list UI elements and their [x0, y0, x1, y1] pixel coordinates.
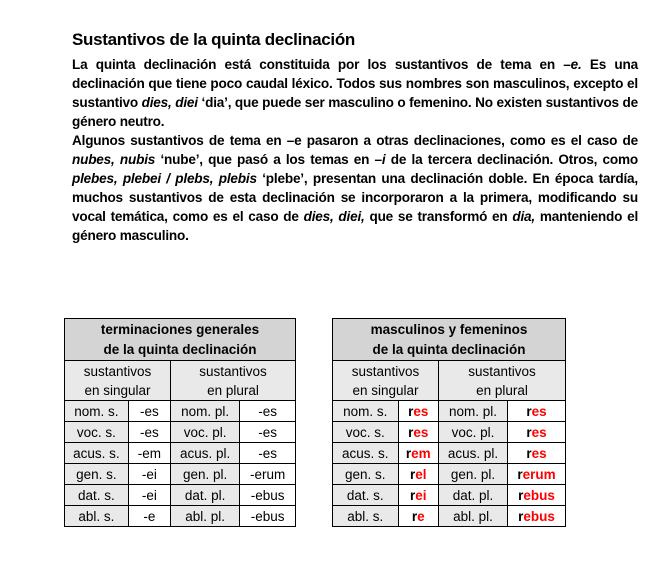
- word-stem: r: [526, 424, 532, 440]
- case-label-plural: gen. pl.: [171, 464, 240, 485]
- word-stem: r: [411, 508, 418, 524]
- ending-singular: -em: [128, 443, 170, 464]
- header-line: en plural: [476, 382, 528, 398]
- case-label-singular: voc. s.: [65, 422, 129, 443]
- ending-singular: -es: [128, 422, 170, 443]
- table-title-line: de la quinta declinación: [103, 341, 257, 357]
- header-plural: [438, 361, 565, 401]
- word-ending: es: [413, 403, 429, 419]
- latin-term: dies, diei: [141, 95, 198, 110]
- latin-term: i: [381, 152, 386, 167]
- ending-plural: -es: [240, 443, 296, 464]
- table-general-endings: [64, 318, 296, 527]
- case-label-plural: nom. pl.: [171, 401, 240, 422]
- ending-singular: -e: [128, 506, 170, 527]
- ending-singular: -ei: [128, 464, 170, 485]
- word-ending: ebus: [523, 487, 555, 503]
- header-line: sustantivos: [83, 363, 152, 379]
- table-title: [333, 319, 566, 361]
- text-run: La quinta declinación está constituida por los sustantivos de tema en –: [72, 57, 571, 72]
- ending-singular: -es: [128, 401, 170, 422]
- table-row: [65, 485, 296, 506]
- latin-term: nubes, nubis: [72, 152, 156, 167]
- case-label-plural: voc. pl.: [438, 422, 507, 443]
- table-row: [65, 422, 296, 443]
- table-title-line: terminaciones generales: [100, 321, 260, 337]
- text-run: Algunos sustantivos de tema en –e pasaron a otras declinaciones, como es el caso de: [72, 133, 638, 148]
- header-singular: [65, 361, 171, 401]
- form-singular: [398, 506, 438, 527]
- latin-term: plebes, plebei / plebs, plebis: [72, 171, 257, 186]
- ending-plural: -ebus: [240, 506, 296, 527]
- case-label-plural: nom. pl.: [438, 401, 507, 422]
- word-ending: es: [531, 403, 547, 419]
- word-ending: erum: [522, 466, 556, 482]
- latin-term: e.: [570, 57, 582, 72]
- table-title-line: masculinos y femeninos: [370, 321, 528, 337]
- table-title: [65, 319, 296, 361]
- case-label-singular: acus. s.: [65, 443, 129, 464]
- form-plural: [508, 422, 566, 443]
- form-plural: [508, 464, 566, 485]
- case-label-singular: dat. s.: [65, 485, 129, 506]
- form-singular: [398, 422, 438, 443]
- form-singular: [398, 464, 438, 485]
- word-stem: r: [526, 445, 532, 461]
- word-ending: e: [417, 508, 425, 524]
- table-row: [65, 401, 296, 422]
- case-label-singular: abl. s.: [333, 506, 399, 527]
- form-plural: [508, 443, 566, 464]
- case-label-plural: dat. pl.: [171, 485, 240, 506]
- word-stem: r: [408, 424, 414, 440]
- ending-plural: -ebus: [240, 485, 296, 506]
- case-label-singular: gen. s.: [65, 464, 129, 485]
- header-plural: [171, 361, 296, 401]
- case-label-singular: abl. s.: [65, 506, 129, 527]
- case-label-singular: dat. s.: [333, 485, 399, 506]
- paragraph: [72, 131, 638, 245]
- case-label-singular: acus. s.: [333, 443, 399, 464]
- case-label-plural: abl. pl.: [438, 506, 507, 527]
- word-stem: r: [518, 487, 524, 503]
- text-run: de la tercera declinación. Otros, como: [385, 152, 639, 167]
- latin-term: dies, diei,: [303, 209, 365, 224]
- table-row: [333, 422, 566, 443]
- case-label-singular: nom. s.: [333, 401, 399, 422]
- ending-singular: -ei: [128, 485, 170, 506]
- body-text: [72, 55, 638, 245]
- header-line: sustantivos: [199, 363, 267, 379]
- word-ending: el: [415, 466, 427, 482]
- table-row: [333, 443, 566, 464]
- word-stem: r: [526, 403, 532, 419]
- table-row: [333, 506, 566, 527]
- header-line: en singular: [84, 382, 151, 398]
- word-ending: ei: [415, 487, 427, 503]
- word-stem: r: [410, 487, 416, 503]
- word-stem: r: [517, 466, 523, 482]
- form-singular: [398, 443, 438, 464]
- word-stem: r: [408, 403, 414, 419]
- word-stem: r: [410, 466, 416, 482]
- ending-plural: -es: [240, 401, 296, 422]
- form-plural: [508, 485, 566, 506]
- paragraph: [72, 55, 638, 131]
- text-run: manteniendo el género masculino.: [72, 209, 639, 243]
- text-run: Es una declinación que tiene poco caudal léxico. Todos sus nombres son masculinos, excepto el sustantivo: [72, 57, 638, 110]
- form-singular: [398, 485, 438, 506]
- case-label-plural: voc. pl.: [171, 422, 240, 443]
- text-run: ‘nube’, que pasó a los temas en –: [155, 152, 382, 167]
- header-line: en plural: [207, 382, 259, 398]
- case-label-plural: abl. pl.: [171, 506, 240, 527]
- header-singular: [333, 361, 439, 401]
- header-line: en singular: [352, 382, 419, 398]
- case-label-singular: gen. s.: [333, 464, 399, 485]
- word-ending: em: [411, 445, 431, 461]
- case-label-plural: acus. pl.: [171, 443, 240, 464]
- word-stem: r: [405, 445, 412, 461]
- table-example-res: [332, 318, 566, 527]
- word-ending: es: [531, 445, 547, 461]
- ending-plural: -erum: [240, 464, 296, 485]
- table-row: [333, 464, 566, 485]
- word-ending: es: [531, 424, 547, 440]
- table-title-line: de la quinta declinación: [372, 341, 526, 357]
- latin-term: dia,: [512, 209, 535, 224]
- case-label-singular: voc. s.: [333, 422, 399, 443]
- case-label-plural: dat. pl.: [438, 485, 507, 506]
- form-plural: [508, 506, 566, 527]
- text-run: ‘plebe’, presentan una declinación doble. En época tardía, muchos sustantivos de esta declinación se incorporaron a la primera, modificando su vocal temática, como es el caso de: [72, 171, 638, 224]
- case-label-plural: gen. pl.: [438, 464, 507, 485]
- table-row: [65, 464, 296, 485]
- header-line: sustantivos: [351, 363, 420, 379]
- table-row: [333, 485, 566, 506]
- form-plural: [508, 401, 566, 422]
- table-row: [333, 401, 566, 422]
- form-singular: [398, 401, 438, 422]
- word-stem: r: [518, 508, 524, 524]
- section-title: Sustantivos de la quinta declinación: [72, 30, 355, 49]
- case-label-singular: nom. s.: [65, 401, 129, 422]
- text-run: ‘dia’, que puede ser masculino o femenino. No existen sustantivos de género neutro.: [72, 95, 639, 129]
- table-row: [65, 443, 296, 464]
- table-row: [65, 506, 296, 527]
- header-line: sustantivos: [468, 363, 536, 379]
- case-label-plural: acus. pl.: [438, 443, 507, 464]
- text-run: que se transformó en: [364, 209, 513, 224]
- ending-plural: -es: [240, 422, 296, 443]
- word-ending: ebus: [523, 508, 555, 524]
- word-ending: es: [413, 424, 429, 440]
